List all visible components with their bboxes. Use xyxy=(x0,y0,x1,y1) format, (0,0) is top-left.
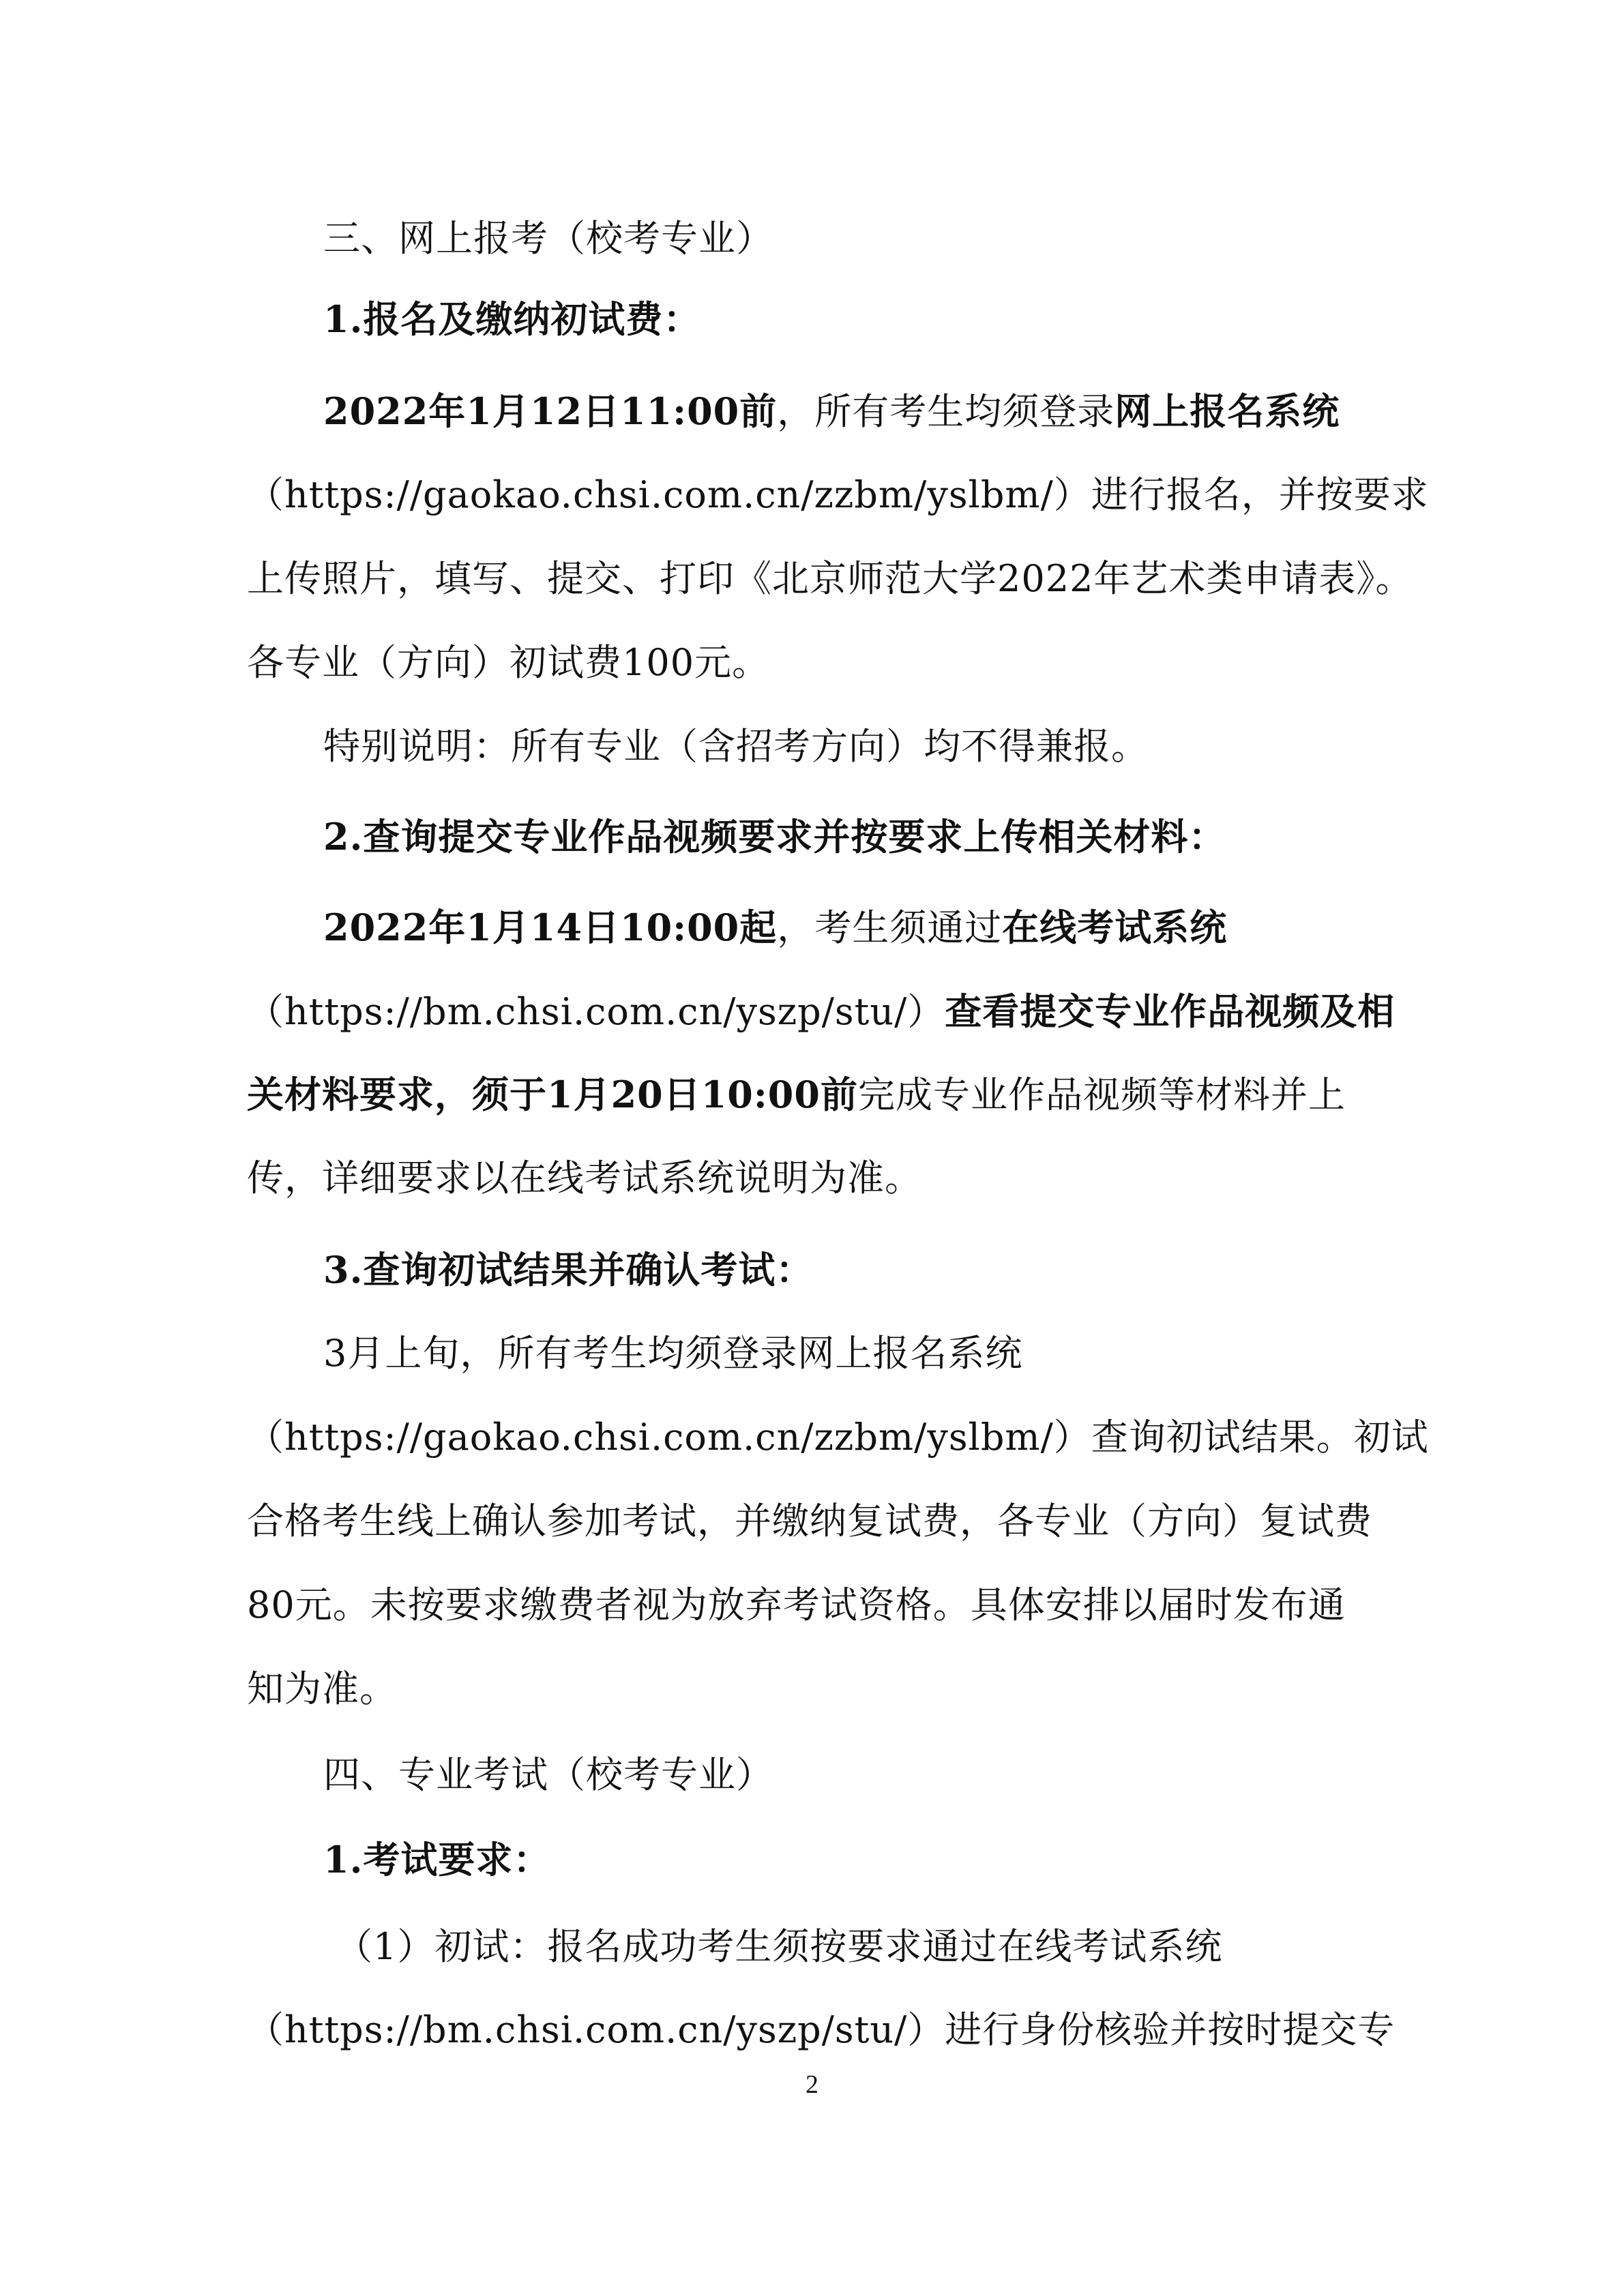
section3-item3-line3: 合格考生线上确认参加考试，并缴纳复试费，各专业（方向）复试费 xyxy=(247,1500,1372,1542)
section3-item1-note: 特别说明：所有专业（含招考方向）均不得兼报。 xyxy=(323,725,1149,768)
section3-item3-line5: 知为准。 xyxy=(247,1667,397,1710)
section3-item2-line3: 关材料要求，须于1月20日10:00前完成专业作品视频等材料并上 xyxy=(247,1073,1346,1116)
section3-item3-line2: （https://gaokao.chsi.com.cn/zzbm/yslbm/）查询初试结果。初试 xyxy=(247,1416,1429,1459)
section3-item3-line4: 80元。未按要求缴费者视为放弃考试资格。具体安排以届时发布通 xyxy=(247,1583,1346,1626)
section3-item1-line2: （https://gaokao.chsi.com.cn/zzbm/yslbm/）进行报名，并按要求 xyxy=(247,473,1429,516)
section4-item1-line1: （1）初试：报名成功考生须按要求通过在线考试系统 xyxy=(336,1925,1223,1968)
section3-item2-line2: （https://bm.chsi.com.cn/yszp/stu/）查看提交专业作品视频及相 xyxy=(247,989,1396,1033)
online-exam-system: 在线考试系统 xyxy=(1002,906,1228,949)
section4-heading: 四、专业考试（校考专业） xyxy=(323,1753,773,1796)
section3-item1-line3: 上传照片，填写、提交、打印《北京师范大学2022年艺术类申请表》。 xyxy=(247,557,1413,600)
upload-start-date: 2022年1月14日10:00起 xyxy=(323,906,778,949)
section3-item3-line1: 3月上旬，所有考生均须登录网上报名系统 xyxy=(323,1332,1023,1375)
section4-item1-title: 1.考试要求： xyxy=(323,1838,551,1881)
section3-heading: 三、网上报考（校考专业） xyxy=(323,217,773,260)
section3-item2-line1: 2022年1月14日10:00起，考生须通过在线考试系统 xyxy=(323,906,1228,949)
section3-item3-title: 3.查询初试结果并确认考试： xyxy=(323,1248,814,1292)
page-number: 2 xyxy=(806,2070,818,2099)
section3-item2-line4: 传，详细要求以在线考试系统说明为准。 xyxy=(247,1157,922,1199)
section3-item1-line1: 2022年1月12日11:00前，所有考生均须登录网上报名系统 xyxy=(323,389,1340,433)
section4-item1-line2: （https://bm.chsi.com.cn/yszp/stu/）进行身份核验并按时提交专 xyxy=(247,2008,1396,2051)
registration-deadline: 2022年1月12日11:00前 xyxy=(323,389,778,433)
section3-item2-title: 2.查询提交专业作品视频要求并按要求上传相关材料： xyxy=(323,815,1226,859)
section3-item1-line4: 各专业（方向）初试费100元。 xyxy=(247,641,770,684)
section3-item1-title: 1.报名及缴纳初试费： xyxy=(323,297,701,341)
online-registration-system: 网上报名系统 xyxy=(1114,389,1340,433)
